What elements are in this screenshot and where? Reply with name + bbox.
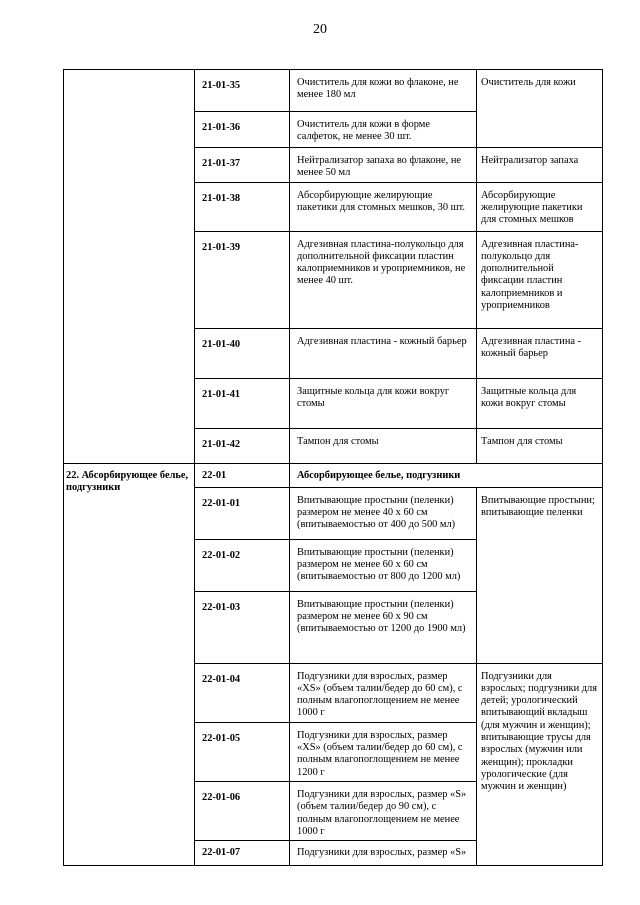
group-code: 22-01 <box>195 463 290 487</box>
medical-products-table <box>63 69 603 866</box>
item-description: Тампон для стомы <box>290 428 477 463</box>
item-name: Защитные кольца для кожи вокруг стомы <box>477 378 603 428</box>
item-name: Адгезивная пластина - кожный барьер <box>477 328 603 378</box>
item-description: Адгезивная пластина-полукольцо для дополнительной фиксации пластин калоприемников и уроприемников, не менее 40 шт. <box>290 231 477 328</box>
item-description: Подгузники для взрослых, размер «XS» (объем талии/бедер до 60 см), с полным влагопоглощением не менее 1200 г <box>290 722 477 781</box>
item-name: Тампон для стомы <box>477 428 603 463</box>
group-header: Абсорбирующее белье, подгузники <box>290 463 603 487</box>
item-code: 22-01-03 <box>195 591 290 663</box>
item-name: Нейтрализатор запаха <box>477 148 603 183</box>
item-code: 21-01-38 <box>195 182 290 231</box>
item-description: Впитывающие простыни (пеленки) размером не менее 60 x 60 см (впитываемостью от 800 до 1200 мл) <box>290 539 477 591</box>
item-description: Нейтрализатор запаха во флаконе, не менее 50 мл <box>290 148 477 183</box>
item-name: Подгузники для взрослых; подгузники для детей; урологический впитывающий вкладыш (для мужчин и женщин); впитывающие трусы для взрослых (мужчин или женщин); прокладки урологические (для мужчин и женщин) <box>477 663 603 866</box>
group-title: 22. Абсорбирующее белье, подгузники <box>64 463 195 866</box>
item-name: Очиститель для кожи <box>477 70 603 148</box>
item-code: 21-01-35 <box>195 70 290 112</box>
item-code: 21-01-37 <box>195 148 290 183</box>
item-code: 21-01-41 <box>195 378 290 428</box>
item-description: Впитывающие простыни (пеленки) размером не менее 40 x 60 см (впитываемостью от 400 до 500 мл) <box>290 487 477 539</box>
item-name: Впитывающие простыни; впитывающие пеленки <box>477 487 603 663</box>
item-code: 21-01-36 <box>195 112 290 148</box>
item-description: Подгузники для взрослых, размер «S» <box>290 841 477 866</box>
item-code: 22-01-02 <box>195 539 290 591</box>
item-name: Адгезивная пластина-полукольцо для дополнительной фиксации пластин калоприемников и уроприемников <box>477 231 603 328</box>
item-description: Адгезивная пластина - кожный барьер <box>290 328 477 378</box>
item-description: Очиститель для кожи во флаконе, не менее 180 мл <box>290 70 477 112</box>
item-description: Защитные кольца для кожи вокруг стомы <box>290 378 477 428</box>
table-row <box>64 463 603 487</box>
item-description: Подгузники для взрослых, размер «S» (объем талии/бедер до 90 см), с полным влагопоглощением не менее 1000 г <box>290 781 477 840</box>
item-code: 22-01-05 <box>195 722 290 781</box>
page-number: 20 <box>313 22 327 37</box>
group-cell-empty <box>64 70 195 464</box>
item-description: Подгузники для взрослых, размер «XS» (объем талии/бедер до 60 см), с полным влагопоглощением не менее 1000 г <box>290 663 477 722</box>
item-description: Абсорбирующие желирующие пакетики для стомных мешков, 30 шт. <box>290 182 477 231</box>
item-code: 21-01-40 <box>195 328 290 378</box>
item-name: Абсорбирующие желирующие пакетики для стомных мешков <box>477 182 603 231</box>
item-code: 21-01-42 <box>195 428 290 463</box>
item-code: 22-01-07 <box>195 841 290 866</box>
item-description: Очиститель для кожи в форме салфеток, не менее 30 шт. <box>290 112 477 148</box>
item-code: 22-01-04 <box>195 663 290 722</box>
item-description: Впитывающие простыни (пеленки) размером не менее 60 x 90 см (впитываемостью от 1200 до 1900 мл) <box>290 591 477 663</box>
item-code: 21-01-39 <box>195 231 290 328</box>
item-code: 22-01-06 <box>195 781 290 840</box>
item-code: 22-01-01 <box>195 487 290 539</box>
table-row <box>64 70 603 112</box>
